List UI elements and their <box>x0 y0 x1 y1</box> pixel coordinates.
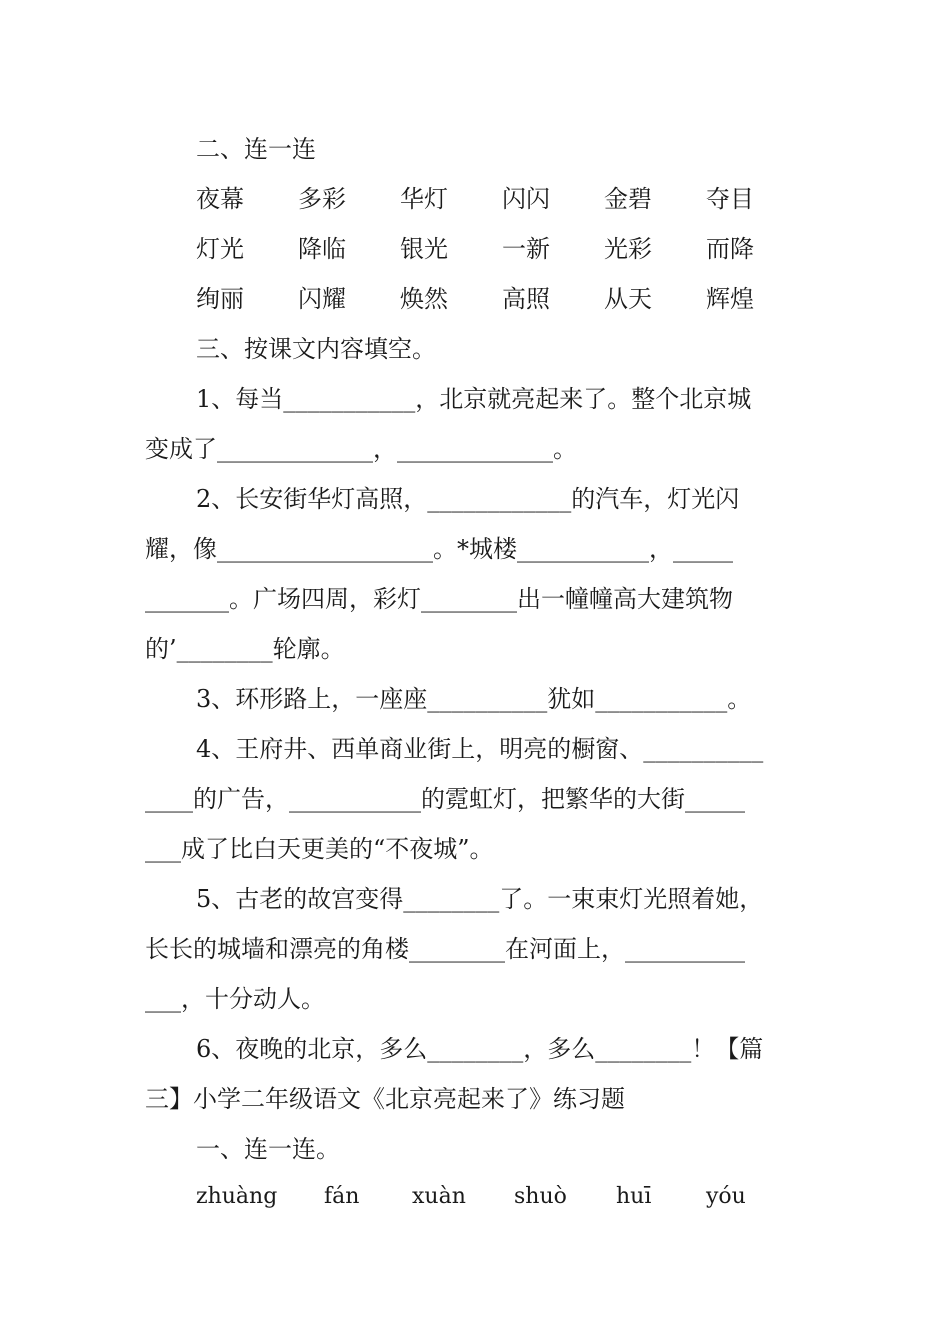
word-cell: 一新 <box>502 235 550 263</box>
fill-in-line: 5、古老的故宫变得________了。一束束灯光照着她， <box>196 885 764 913</box>
word-cell: 绚丽 <box>196 285 244 313</box>
word-cell: 从天 <box>604 285 652 313</box>
pinyin-cell: xuàn <box>412 1184 466 1209</box>
word-cell: 高照 <box>502 285 550 313</box>
pinyin-cell: shuò <box>514 1184 567 1209</box>
fill-in-line: _______。广场四周，彩灯________出一幢幢高大建筑物 <box>145 585 733 613</box>
pinyin-row <box>0 1182 950 1212</box>
section-3-heading: 三、按课文内容填空。 <box>196 335 436 363</box>
pinyin-cell: zhuàng <box>196 1184 278 1209</box>
word-row-2 <box>0 234 950 264</box>
word-cell: 闪耀 <box>298 285 346 313</box>
fill-in-line: 耀，像__________________。*城楼___________，_____ <box>145 535 733 563</box>
fill-in-line: 长长的城墙和漂亮的角楼________在河面上，__________ <box>145 935 745 963</box>
fill-in-line: 1、每当___________，北京就亮起来了。整个北京城 <box>196 385 752 413</box>
word-cell: 金碧 <box>604 185 652 213</box>
fill-in-line: 2、长安街华灯高照，____________的汽车，灯光闪 <box>196 485 740 513</box>
pinyin-cell: fán <box>324 1184 360 1209</box>
word-cell: 夜幕 <box>196 185 244 213</box>
fill-in-line: ___，十分动人。 <box>145 985 325 1013</box>
word-row-1 <box>0 184 950 214</box>
fill-in-line: ___成了比白天更美的“不夜城”。 <box>145 835 494 863</box>
word-cell: 闪闪 <box>502 185 550 213</box>
pinyin-cell: yóu <box>706 1184 746 1209</box>
word-row-3 <box>0 284 950 314</box>
word-cell: 银光 <box>400 235 448 263</box>
fill-in-line: ____的广告，___________的霓虹灯，把繁华的大街_____ <box>145 785 745 813</box>
word-cell: 辉煌 <box>706 285 754 313</box>
fill-in-line: 变成了_____________，_____________。 <box>145 435 577 463</box>
word-cell: 而降 <box>706 235 754 263</box>
word-cell: 灯光 <box>196 235 244 263</box>
fill-in-line: 3、环形路上，一座座__________犹如___________。 <box>196 685 752 713</box>
word-cell: 降临 <box>298 235 346 263</box>
fill-in-line: 三】小学二年级语文《北京亮起来了》练习题 <box>145 1085 625 1113</box>
word-cell: 华灯 <box>400 185 448 213</box>
word-cell: 光彩 <box>604 235 652 263</box>
fill-in-line: 6、夜晚的北京，多么________，多么________！【篇 <box>196 1035 764 1063</box>
section-2-heading: 二、连一连 <box>196 135 316 163</box>
pinyin-cell: huī <box>616 1184 652 1209</box>
word-cell: 焕然 <box>400 285 448 313</box>
fill-in-line: 的’________轮廓。 <box>145 635 345 663</box>
section-1-heading: 一、连一连。 <box>196 1135 340 1163</box>
fill-in-line: 4、王府井、西单商业街上，明亮的橱窗、__________ <box>196 735 764 763</box>
word-cell: 夺目 <box>706 185 754 213</box>
word-cell: 多彩 <box>298 185 346 213</box>
